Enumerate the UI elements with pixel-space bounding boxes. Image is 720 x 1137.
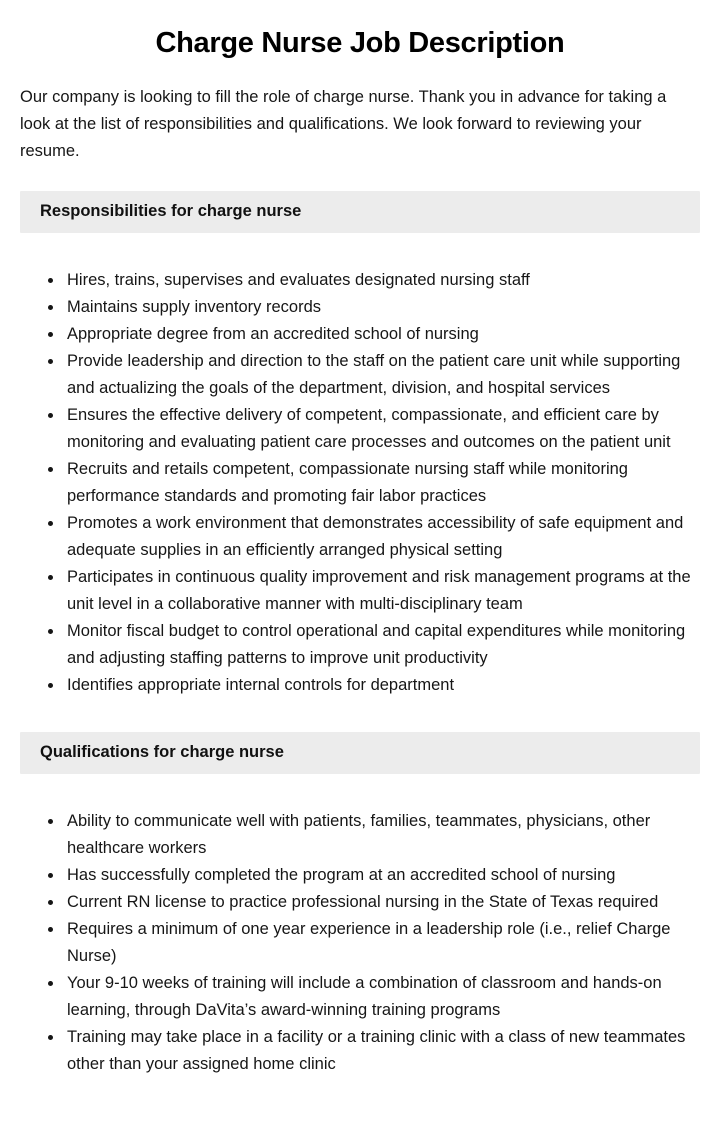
qualification-item: • Has successfully completed the program at an accredited school of nursing — [64, 862, 700, 889]
responsibility-item: • Recruits and retails competent, compassionate nursing staff while monitoring performance standards and promoting fair labor practices — [64, 456, 700, 510]
qualification-item: • Training may take place in a facility or a training clinic with a class of new teammates other than your assigned home clinic — [64, 1024, 700, 1078]
responsibility-item: • Appropriate degree from an accredited school of nursing — [64, 321, 700, 348]
qualifications-section-header: Qualifications for charge nurse — [20, 732, 700, 774]
qualifications-list — [20, 808, 700, 1078]
page-title: Charge Nurse Job Description — [155, 27, 565, 59]
responsibility-item: • Maintains supply inventory records — [64, 294, 700, 321]
qualification-item: • Ability to communicate well with patients, families, teammates, physicians, other healthcare workers — [64, 808, 700, 862]
qualification-item: • Your 9-10 weeks of training will include a combination of classroom and hands-on learning, through DaVita’s award-winning training programs — [64, 970, 700, 1024]
responsibility-item: • Hires, trains, supervises and evaluates designated nursing staff — [64, 267, 700, 294]
qualification-item: • Requires a minimum of one year experience in a leadership role (i.e., relief Charge Nurse) — [64, 916, 700, 970]
qualification-item: • Current RN license to practice professional nursing in the State of Texas required — [64, 889, 700, 916]
responsibility-item: • Monitor fiscal budget to control operational and capital expenditures while monitoring and adjusting staffing patterns to improve unit productivity — [64, 618, 700, 672]
responsibility-item: • Promotes a work environment that demonstrates accessibility of safe equipment and adequate supplies in an efficiently arranged physical setting — [64, 510, 700, 564]
responsibilities-section-header: Responsibilities for charge nurse — [20, 191, 700, 233]
responsibility-item: • Identifies appropriate internal controls for department — [64, 672, 700, 699]
intro-paragraph: Our company is looking to fill the role of charge nurse. Thank you in advance for taking a look at the list of responsibilities and qualifications. We look forward to reviewing your resume. — [20, 88, 667, 160]
responsibilities-list — [20, 267, 700, 699]
responsibility-item: • Provide leadership and direction to the staff on the patient care unit while supporting and actualizing the goals of the department, division, and hospital services — [64, 348, 700, 402]
responsibility-item: • Participates in continuous quality improvement and risk management programs at the unit level in a collaborative manner with multi-disciplinary team — [64, 564, 700, 618]
responsibility-item: • Ensures the effective delivery of competent, compassionate, and efficient care by monitoring and evaluating patient care processes and outcomes on the patient unit — [64, 402, 700, 456]
